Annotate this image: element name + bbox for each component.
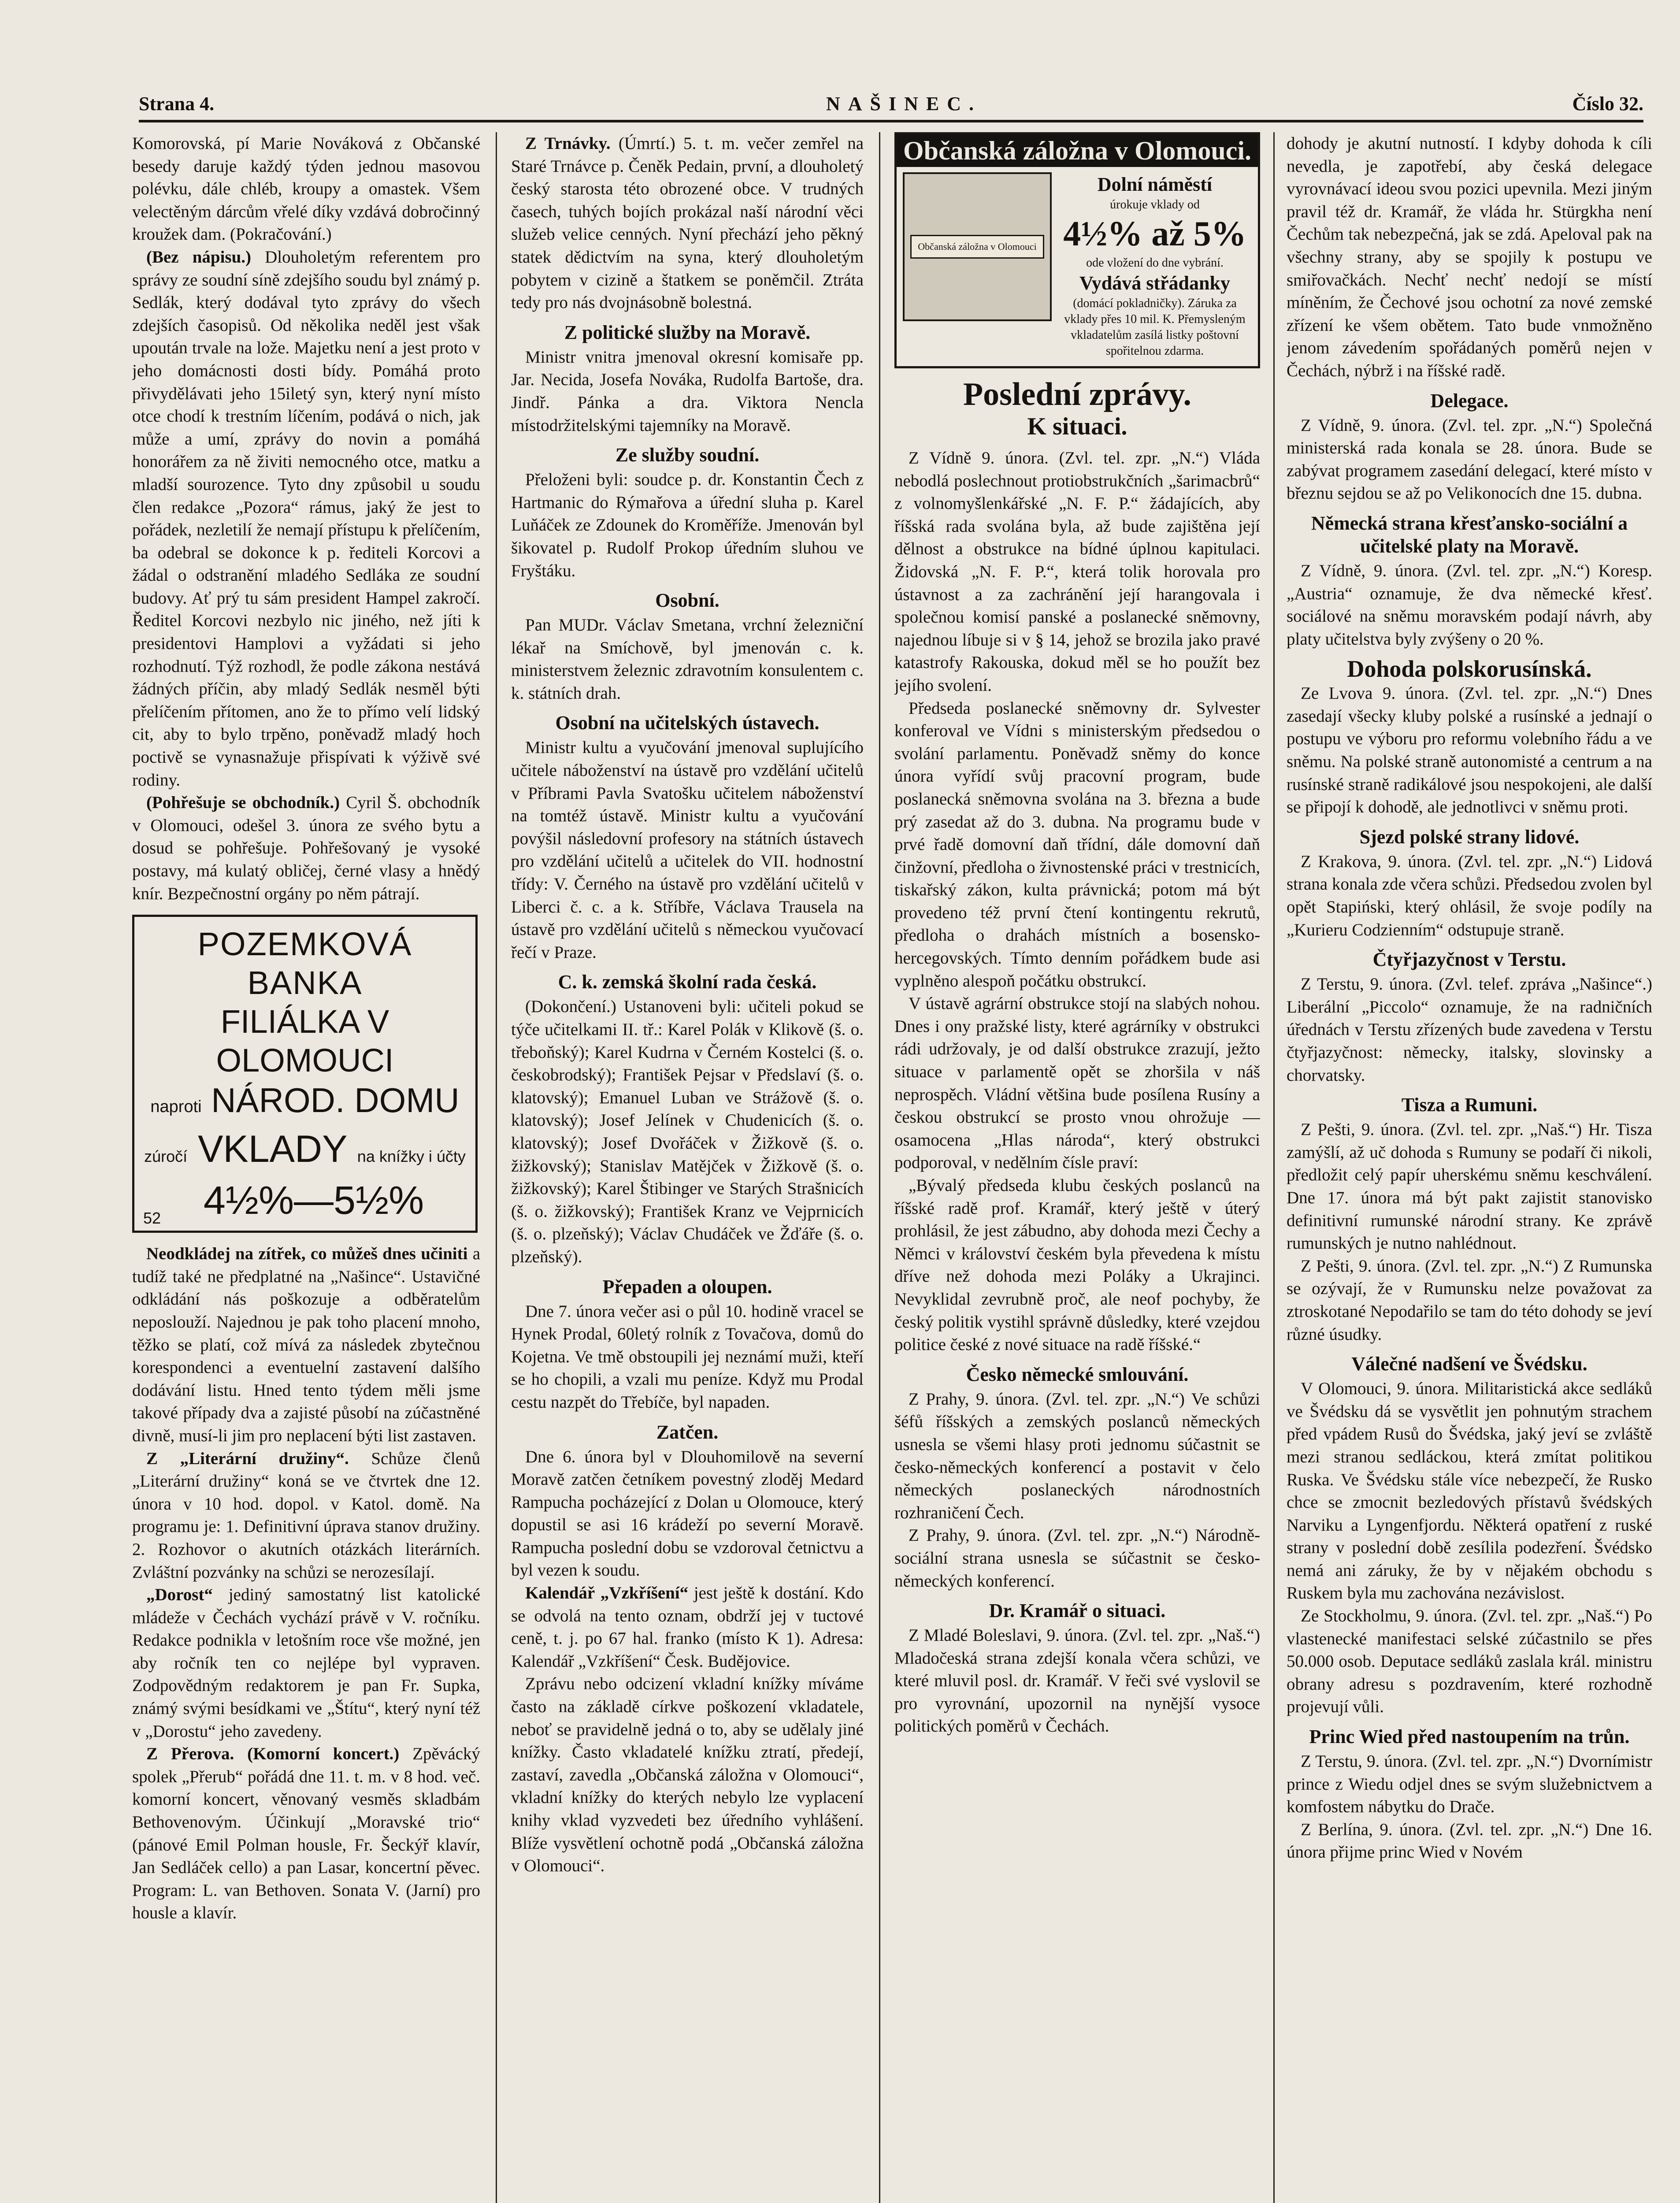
- article-text: V ústavě agrární obstrukce stojí na slabých nohou. Dnes i ony pražské listy, které agrárníky v obstrukci rádi udržovaly, je od další obstrukce zrazují, ježto situace v parlamentě opět se zhoršila v náš neprospěch. Vládní většina bude posílena Rusíny a českou obstrukcí se prosto vnou ohrožuje — osamocena „Hlas národa“, který obstrukci podporoval, v nedělním čísle praví:: [894, 994, 1260, 1172]
- article-heading: Čtyřjazyčnost v Terstu.: [1372, 949, 1566, 971]
- ad-line: úrokuje vklady od: [1110, 198, 1200, 211]
- article-text: [511, 1582, 864, 1673]
- article-text: Ministr kultu a vyučování jmenoval suplujícího učitele náboženství na ústavě pro vzdělání učitelů v Příbrami Pavla Svatošku učitelem náboženství na tomtéž ústavě. Ministr kultu a vyučování povýšil následovní profesory na státních ústavech pro vzdělání učitelů a učitelek do VII. hodnostní třídy: V. Černého na ústavě pro vzdělání učitelů v Liberci č. c. a k. Stříbře, Václava Trausela na ústavě pro vzdělání učitelů s německou vyučovací řečí v Praze.: [511, 738, 864, 962]
- article-lead: (Pohřešuje se obchodník.): [146, 793, 340, 812]
- article-text: Zprávu nebo odcizení vkladní knížky míváme často na základě církve poškození vkladatele, neboť se pravidelně jedná o to, aby se udělaly jiné knížky. Často vkladatelé knížku ztratí, předejí, zastaví, zavedla „Občanská záložna v Olomouci“, vkladní knížky do kterých nebylo lze vyplacení knihy vklad vyzvedeti bez úředního vyhlášení. Blíže vysvětlení ochotně podá „Občanská záložna v Olomouci“.: [511, 1674, 864, 1876]
- article-text: Z Pešti, 9. února. (Zvl. tel. zpr. „Naš.“) Hr. Tisza zamýšlí, až uč dohoda s Rumuny se podaří či nikoli, předložit celý papír uherskému sněmu keschválení. Dne 17. února má být pakt zajistit stanovisko definitivní rumunské národní strany. Ke zprávě rumunských je nutno nahlédnout.: [1287, 1120, 1652, 1253]
- article-body: (Úmrtí.) 5. t. m. večer zemřel na Staré Trnávce p. Čeněk Pedain, první, a dlouholetý český starosta této obrozené obce. V trudných časech, tuhých bojích prokázal naší národní věci služeb velice cenných. Nyní přechází jeho pěkný statek dědictvím na syna, který dlouholetým pobytem v cizině a štatkem se poněmčil. Ztráta tedy pro nás dvojnásobně bolestná.: [511, 134, 864, 312]
- savings-bank-advertisement: [894, 132, 1260, 368]
- ad-line: Vydává střádanky: [1079, 272, 1230, 294]
- article-text: Z Krakova, 9. února. (Zvl. tel. zpr. „N.“) Lidová strana konala zde včera schůzi. Předsedou zvolen byl opět Stapiński, který ohlásil, že svoje podíly na „Kurieru Codzienním“ odstupuje straně.: [1287, 852, 1652, 939]
- ad-location: [143, 1080, 467, 1127]
- article-lead: Kalendář „Vzkříšení“: [525, 1584, 689, 1603]
- ad-rate: 4½% až 5%: [1063, 215, 1246, 253]
- column-1: [132, 132, 480, 2203]
- article-text: Z Prahy, 9. února. (Zvl. tel. zpr. „N.“) Národně-sociální strana usnesla se súčastnit se česko-německých konferencí.: [894, 1526, 1260, 1591]
- article-lead: Z Trnávky.: [525, 134, 611, 153]
- article-text: Komorovská, pí Marie Nováková z Občanské besedy daruje každý týden jednou masovou polévku, dále chléb, kroupy a omastek. Všem velectěným dárcům vřelé díky vzdává dobročinný kroužek dam. (Pokračování.): [132, 134, 480, 244]
- article-text: Z Terstu, 9. února. (Zvl. tel. zpr. „N.“) Dvornímistr prince z Wiedu odjel dnes se svým služebnictvem a komfostem nábytku do Drače.: [1287, 1752, 1652, 1817]
- article-lead: Z „Literární družiny“.: [146, 1449, 349, 1468]
- money-box-icon: [903, 172, 1052, 321]
- column-4: [1287, 132, 1652, 2203]
- ad-bank-name: POZEMKOVÁ BANKA: [197, 926, 412, 1001]
- article-text: [132, 1242, 480, 1447]
- ad-line: (domácí pokladničky). Záruka za vklady přes 10 mil. K. Přemysleným vkladatelům zasílá listky poštovní spořitelnou zdarma.: [1064, 297, 1246, 358]
- article-text: Dne 7. února večer asi o půl 10. hodině vracel se Hynek Prodal, 60letý rolník z Tovačova, domů do Kojetna. Ve tmě obstoupili jej neznámí muži, kteří se ho chopili, a vzali mu peníze. Když mu Prodal cestu nazpět do Třebíče, byl napaden.: [511, 1302, 864, 1412]
- article-text: Dne 6. února byl v Dlouhomilově na severní Moravě zatčen četníkem povestný zloděj Medard Rampucha pocházející z Dolan u Olomouce, který dopustil se asi 16 krádeží po severní Moravě. Rampucha poslední dobu se vzdoroval četnictvu a byl vezen k soudu.: [511, 1447, 864, 1580]
- article-heading: Z politické služby na Moravě.: [564, 321, 811, 343]
- article-text: Z Berlína, 9. února. (Zvl. tel. zpr. „N.“) Dne 16. února přijme princ Wied v Novém: [1287, 1820, 1652, 1862]
- article-heading: Česko německé smlouvání.: [966, 1363, 1189, 1385]
- article-text: (Dokončení.) Ustanoveni byli: učiteli pokud se týče učitelkami II. tř.: Karel Polák v Klikově (š. o. třeboňský); Karel Kudrna v Černém Kostelci (š. o. českobrodský); František Pejsar v Předslaví (š. o. klatovský); Emanuel Luban ve Strážově (š. o. klatovský); Josef Jelínek v Chudenicích (š. o. klatovský); Josef Dvořáček v Žižkově (š. o. žižkovský); Stanislav Matějček v Žižkově (š. o. žižkovský); Karel Štibinger ve Starých Strašnicích (š. o. žižkovský); František Kranz ve Vejprnicích (š. o. plzeňský); Václav Chudáček ve Žďáře (š. o. plzeňský).: [511, 997, 864, 1266]
- article-heading: Sjezd polské strany lidové.: [1359, 826, 1580, 848]
- article-lead: Neodkládej na zítřek, co můžeš dnes učiniti: [146, 1244, 468, 1264]
- article-heading: Dohoda polskorusínská.: [1347, 656, 1592, 682]
- money-box-label: Občanská záložna v Olomouci: [910, 235, 1044, 259]
- column-2: [511, 132, 864, 2203]
- ad-deposits: [143, 1127, 467, 1179]
- ad-title: Občanská záložna v Olomouci.: [897, 134, 1258, 167]
- column-3: [894, 132, 1260, 2203]
- ad-rate-value: 4½%—5½%: [203, 1179, 424, 1223]
- section-heading: Poslední zprávy.: [963, 376, 1192, 412]
- article-body: jediný samostatný list katolické mládeže v Čechách vychází právě v V. ročníku. Redakce podnikla v letošním roce vše možné, jen aby ročník ten co nejlépe byl vypraven. Zodpovědným redaktorem je pan Fr. Supka, známý svými besídkami ve „Štítu“, který nyní též v „Dorostu“ jeho zavedeny.: [132, 1585, 480, 1741]
- page-header: [139, 93, 1643, 122]
- ad-location-prefix: naproti: [150, 1098, 202, 1116]
- article-text: „Bývalý předseda klubu českých poslanců na říšské radě prof. Kramář, který ještě v úterý prohlásil, že jest zábudno, aby dohoda mezi Čechy a Němci v království českém byla převedena k místu dříve než dohoda mezi Poláky a Ukrajinci. Nevyklidal zevrubně proč, ale neof pochyby, že český politik vystihl správně důsledky, které vzejdou politice české z nové situace na radě říšské.“: [894, 1176, 1260, 1354]
- article-text: Z Pešti, 9. února. (Zvl. tel. zpr. „N.“) Z Rumunska se ozývají, že v Rumunsku nelze považovat za ztroskotané Nepodařilo se tam do této dohody se jeví různé úsudky.: [1287, 1256, 1652, 1344]
- article-text: V Olomouci, 9. února. Militaristická akce sedláků ve Švédsku dá se vysvětlit jen pohnutým strachem před vpádem Rusů do Švédska, jaký jeví se zvláště mezi stranou sedláckou, která zmítat politikou Ruska. Ve Švédsku stále více nebezpečí, že Rusko chce se zmocnit bezledových přístavů švédských Narviku a Lyngenfjordu. Některá opatření z ruské strany v poslední době zesílila podezření. Švédsko nemá ani záruky, že by v nějakém obchodu s Ruskem byla mu zachována nezávislost.: [1287, 1379, 1652, 1603]
- section-subheading: K situaci.: [1027, 413, 1127, 440]
- article-body: Dlouholetým referentem pro správy ze soudní síně zdejšího soudu byl známý p. Sedlák, který dodával tyto zprávy do všech zdejších časopisů. Od několika neděl jest však upoután trvale na lože. Majetku není a jest proto v jeho domácnosti dosti bídy. Pomáhá proto přivydělávati jeho 15iletý syn, který nyní místo otce chodí k trestním líčením, podává o nich, jak může a umí, zprávy do novin a pomáhá honorářem za ně živiti nemocného otce, matku a mladší sourozence. Tyto dny způsobil u soudu člen redakce „Pozora“ rámus, jaký že jest to pořádek, nezletilí že nemají přístupu k přelíčením, ba odebral se dokonce k p. řediteli Korcovi a žádal o odstranění mladého Sedláka ze soudní budovy. Ať prý tu sám president Hampel zakročí. Ředitel Korcovi nezbylo nic jiného, než jíti k presidentovi Hamplovi a vyžádati si jeho rozhodnutí. Týž rozhodl, že podle zákona nestává žádných příčin, aby mladý Sedlák nesměl býti přelíčením přítomen, ano že to přímo velí lidský cit, aby to bylo trpěno, poněvadž mladý hoch poctivě se vynasnažuje přispívati k výživě své rodiny.: [132, 247, 480, 790]
- article-lead: „Dorost“: [146, 1585, 213, 1605]
- article-text: Ze Stockholmu, 9. února. (Zvl. tel. zpr. „Naš.“) Po vlastenecké manifestaci selské zúčastnilo se přes 50.000 osob. Deputace sedláků zaslala král. ministru obrany adresu s pozdravením, které rozhodně projevují vůli.: [1287, 1606, 1652, 1717]
- column-rule: [1273, 132, 1275, 2203]
- article-heading: Dr. Kramář o situaci.: [989, 1600, 1166, 1622]
- article-body: Schůze členů „Literární družiny“ koná se ve čtvrtek dne 12. února v 10 hod. dopol. v Katol. domě. Na programu je: 1. Definitivní úprava stanov družiny. 2. Rozhovor o akutních otázkách literárních. Zvláštní pozvánky na schůzi se nerozesílají.: [132, 1449, 480, 1582]
- bank-advertisement: [132, 915, 478, 1233]
- article-text: Z Vídně 9. února. (Zvl. tel. zpr. „N.“) Vláda nebodlá poslechnout protiobstrukčních „šarimacbrů“ z volnomyšlenkářské „N. F. P.“ žádajících, aby říšská rada svolána byla, až bude zajištěna její dělnost a obstrukce na bídné úplnou kapitulaci. Židovská „N. F. P.“, která tolik horovala pro ústavnost a za zachránění její harangovala i společnou komisí panské a poslanecké sněmovny, najednou líbuje si v § 14, jehož se brozila jako pravé katastrofy Rakouska, dokud měl se ho použít bez jejího svolení.: [894, 449, 1260, 695]
- article-heading: Tisza a Rumuni.: [1401, 1094, 1538, 1116]
- article-text: Z Mladé Boleslavi, 9. února. (Zvl. tel. zpr. „Naš.“) Mladočeská strana zdejší konala včera schůzi, ve které mluvil posl. dr. Kramář. V řeči své vyslovil se pro vyrovnání, upozornil na nynější vysoce politických poměrů v Čechách.: [894, 1626, 1260, 1736]
- article-text: Z Terstu, 9. února. (Zvl. telef. zpráva „Našince“.) Liberální „Piccolo“ oznamuje, že na radničních úřednách v Terstu zřízených bude zavedena v Terstu čtyřjazyčnost: německy, italsky, slovinsky a chorvatsky.: [1287, 975, 1652, 1085]
- article-text: [511, 132, 864, 314]
- article-text: dohody je akutní nutností. I kdyby dohoda k cíli nevedla, je zapotřebí, aby česká delegace vyrovnávací ideou svou pozici upevnila. Mezi jiným pravil též dr. Kramář, že vláda hr. Stürgkha není Čechům tak nebezpečná, jak se zdá. Apeloval pak na všechny strany, aby se spojily k postupu ve smiřovačkách. Nechť nechť nedojí se místí míněním, že Čechové jsou ochotní za nové zemské zřízení ke všem obětem. Tato bude vnmožněno jenom závedením spořádaných poměrů nejen v Čechách, nýbrž i na říšské radě.: [1287, 134, 1652, 380]
- article-text: Z Vídně, 9. února. (Zvl. tel. zpr. „N.“) Koresp. „Austria“ oznamuje, že dva německé křesť. sociálové na sněmu moravském podají návrh, aby platy učitelstva byly zvýšeny o 20 %.: [1287, 561, 1652, 649]
- ad-address: Dolní náměstí: [1097, 174, 1213, 195]
- article-text: [132, 1743, 480, 1925]
- ad-deposits-suffix: na knížky i účty: [357, 1147, 466, 1166]
- article-heading: Ze služby soudní.: [615, 444, 760, 466]
- ad-deposits-prefix: zúročí: [144, 1147, 188, 1166]
- article-lead: Z Přerova. (Komorní koncert.): [146, 1744, 400, 1764]
- ad-line: ode vložení do dne vybrání.: [1086, 256, 1224, 270]
- ad-details: [1058, 172, 1252, 359]
- ad-branch: FILIÁLKA V OLOMOUCI: [216, 1003, 394, 1079]
- article-text: [132, 246, 480, 791]
- article-body: a tudíž také ne předplatné na „Našince“. Ustavičné odkládání nás poškozuje a odběratelům neposlouží. Najednou je pak toho placení mnoho, těžko se platí, což mívá za následek zbytečnou korespondenci a eventuelní zastavení dalšího dodávání listu. Hned tento týdem měli jsme takové případy dva a zajisté působí na zúčastněné divně, musí-li jim pro neplacení býti list zastaven.: [132, 1244, 480, 1445]
- article-heading: Osobní na učitelských ústavech.: [555, 712, 820, 734]
- article-text: Z Prahy, 9. února. (Zvl. tel. zpr. „N.“) Ve schůzi šéfů říšských a zemských poslanců německých usnesla se všemi hlasy proti jednomu súčastnit se česko-německých konferencí a postavit v čelo německých poslaneckých národnostních rozhraničení Čech.: [894, 1389, 1260, 1522]
- ad-location-name: NÁROD. DOMU: [211, 1081, 460, 1120]
- article-heading: Delegace.: [1430, 389, 1509, 412]
- ad-rate: [143, 1179, 467, 1228]
- article-body: jest ještě k dostání. Kdo se odvolá na tento oznam, obdrží jej v tuctové ceně, t. j. po 67 hal. franko (místo K 1). Adresa: Kalendář „Vzkříšení“ Česk. Budějovice.: [511, 1584, 864, 1671]
- article-text: Z Vídně, 9. února. (Zvl. tel. zpr. „N.“) Společná ministerská rada konala se 28. února. Bude se zabývat programem zasedání delegací, které místo v březnu sejdou se až po Velikonocích dne 15. dubna.: [1287, 415, 1652, 503]
- page-number: Strana 4.: [139, 93, 215, 115]
- masthead-title: NAŠINEC.: [826, 93, 982, 115]
- article-heading: Válečné nadšení ve Švédsku.: [1351, 1353, 1587, 1375]
- ad-deposits-label: VKLADY: [198, 1128, 347, 1171]
- article-text: Předseda poslanecké sněmovny dr. Sylvester konferoval ve Vídni s ministerským předsedou o svolání parlamentu. Poněvadž sněmy do konce února vyřídí svůj pracovní program, bude poslanecká sněmovna svolána na 3. března a bude prý zasedat až do 3. dubna. Na programu bude v prvé řadě domovní daň třídní, dále domovní daň činžovní, předloha o živnostenské práci v trestnicích, tiskařský zákon, kulta právnická; potom má být provedeno též první čtení kontingentu rekrutů, předloha o drahách místních a bosensko-hercegovských. Tímto denním pořádkem bude asi vyplněno alespoň počátku obstrukcí.: [894, 698, 1260, 990]
- article-text: Ze Lvova 9. února. (Zvl. tel. zpr. „N.“) Dnes zasedají všecky kluby polské a rusínské a jednají o postupu ve výboru pro reformu volebního řádu a ve sněmu. Na polské straně autonomisté a centrum a na rusínské straně radikálové jsou nespokojeni, ale další se připojí k dohodě, ale jednotlivci v sněmu proti.: [1287, 684, 1652, 817]
- article-text: [132, 1584, 480, 1743]
- column-rule: [879, 132, 880, 2203]
- article-heading: Osobní.: [655, 590, 719, 612]
- article-body: Zpěvácký spolek „Přerub“ pořádá dne 11. t. m. v 8 hod. več. komorní koncert, věnovaný vesměs skladbám Bethovenovým. Účinkují „Moravské trio“ (pánové Emil Polman housle, Fr. Šeckýř klavír, Jan Sedláček cello) a pan Lasar, koncertní pěvec. Program: L. van Bethoven. Sonata V. (Jarní) pro housle a klavír.: [132, 1744, 480, 1923]
- column-rule: [496, 132, 497, 2203]
- issue-number: Číslo 32.: [1572, 93, 1643, 115]
- article-heading: Princ Wied před nastoupením na trůn.: [1309, 1726, 1630, 1748]
- ad-number: 52: [143, 1209, 161, 1228]
- article-text: [132, 791, 480, 905]
- ad-body: [903, 172, 1252, 359]
- article-heading: Přepaden a oloupen.: [602, 1276, 772, 1298]
- article-text: Pan MUDr. Václav Smetana, vrchní železniční lékař na Smíchově, byl jmenován c. k. ministerstvem železnic zdravotním konsulentem c. k. státních drah.: [511, 616, 864, 703]
- article-lead: (Bez nápisu.): [146, 247, 252, 267]
- article-text: [132, 1447, 480, 1584]
- article-text: Přeloženi byli: soudce p. dr. Konstantin Čech z Hartmanic do Rýmařova a úřední sluha p. Karel Luňáček ze Zdounek do Kroměříže. Jmenován byl šikovatel p. Rudolf Prokop úředním sluhou ve Fryštáku.: [511, 470, 864, 580]
- article-heading: C. k. zemská školní rada česká.: [558, 971, 817, 993]
- article-heading: Německá strana křesťansko-sociální a učitelské platy na Moravě.: [1311, 512, 1628, 557]
- article-body: Cyril Š. obchodník v Olomouci, odešel 3. února ze svého bytu a dosud se pohřešuje. Pohřešovaný je vysoké postavy, má kulatý obličej, černé vlasy a hnědý knír. Bezpečnostní orgány po něm pátrají.: [132, 793, 480, 903]
- article-text: Ministr vnitra jmenoval okresní komisaře pp. Jar. Necida, Josefa Nováka, Rudolfa Bartoše, dra. Jindř. Pánka a dra. Viktora Nencla místodržitelskými tajemníky na Moravě.: [511, 347, 864, 435]
- article-heading: Zatčen.: [656, 1421, 719, 1443]
